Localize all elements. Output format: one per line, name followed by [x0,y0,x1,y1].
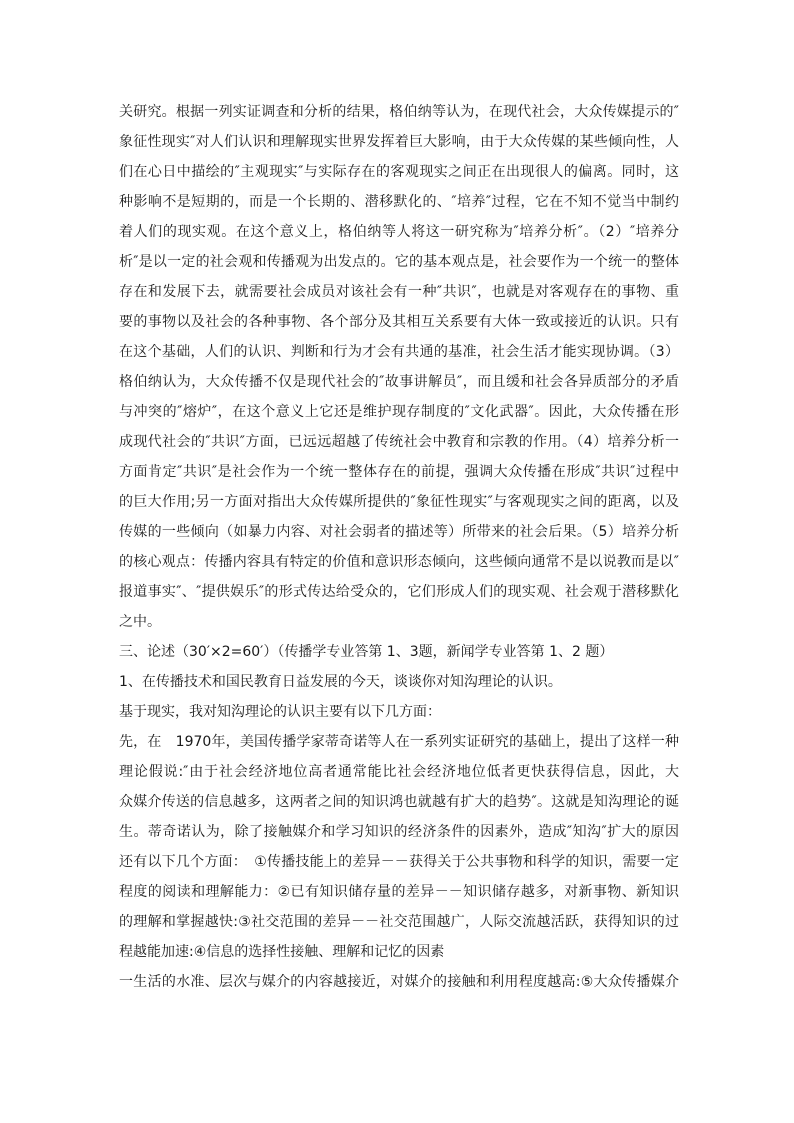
text-line: 的巨大作用;另一方面对指出大众传媒所提供的″象征性现实″与客观现实之间的距离，以及 [119,494,679,510]
text-line: 要的事物以及社会的各种事物、各个部分及其相互关系要有大体一致或接近的认识。只有 [119,314,679,330]
text-line: 的理解和掌握越快:③社交范围的差异－－社交范围越广，人际交流越活跃，获得知识的过 [119,914,679,930]
text-line: 象征性现实″对人们认识和理解现实世界发挥着巨大影响，由于大众传媒的某些倾向性，人 [119,134,679,150]
text-line: 格伯纳认为，大众传播不仅是现代社会的″故事讲解员″，而且缓和社会各异质部分的矛盾 [119,374,679,390]
document-page [119,97,679,997]
text-line: 关研究。根据一列实证调查和分析的结果，格伯纳等认为，在现代社会，大众传媒提示的″ [119,104,679,120]
text-line: 先，在 1970年，美国传播学家蒂奇诺等人在一系列实证研究的基础上，提出了这样一种 [119,734,679,750]
text-line: 程越能加速:④信息的选择性接触、理解和记忆的因素 [119,944,445,960]
text-line: 的核心观点：传播内容具有特定的价值和意识形态倾向，这些倾向通常不是以说教而是以″ [119,554,679,570]
text-line: 着人们的现实观。在这个意义上，格伯纳等人将这一研究称为″培养分析″。（2）″培养分 [119,224,679,240]
text-line: 基于现实，我对知沟理论的认识主要有以下几方面： [119,704,441,720]
text-line: 们在心日中描绘的″主观现实″与实际存在的客观现实之间正在出现很人的偏离。同时，这 [119,164,679,180]
text-line: 在这个基础，人们的认识、判断和行为才会有共通的基准，社会生活才能实现协调。（3） [119,344,679,360]
text-line: 一生活的水准、层次与媒介的内容越接近，对媒介的接触和利用程度越高:⑤大众传播媒介 [119,974,679,990]
text-line: 析″是以一定的社会观和传播观为出发点的。它的基本观点是，社会要作为一个统一的整体 [119,254,679,270]
text-line: 方面肯定″共识″是社会作为一个统一整体存在的前提，强调大众传播在形成″共识″过程中 [119,464,679,480]
text-line: 理论假说:″由于社会经济地位高者通常能比社会经济地位低者更快获得信息，因此，大 [119,764,679,780]
text-line: 之中。 [119,614,161,630]
text-line: 报道事实″、″提供娱乐″的形式传达给受众的，它们形成人们的现实观、社会观于潜移默化 [119,584,679,600]
text-line: 还有以下几个方面： ①传播技能上的差异－－获得关于公共事物和科学的知识，需要一定 [119,854,679,870]
text-line: 成现代社会的″共识″方面，已远远超越了传统社会中教育和宗教的作用。（4）培养分析一 [119,434,679,450]
text-line: 与冲突的″熔炉″，在这个意义上它还是维护现存制度的″文化武器″。因此，大众传播在形 [119,404,679,420]
text-line: 1、在传播技术和国民教育日益发展的今天，谈谈你对知沟理论的认识。 [119,674,562,690]
text-line: 程度的阅读和理解能力：②已有知识储存量的差异－－知识储存越多，对新事物、新知识 [119,884,679,900]
text-line: 传媒的一些倾向（如暴力内容、对社会弱者的描述等）所带来的社会后果。（5）培养分析 [119,524,679,540]
text-line: 三、论述（30′×2=60′）（传播学专业答第 1、3题，新闻学专业答第 1、2 题） [119,644,614,660]
text-line: 存在和发展下去，就需要社会成员对该社会有一种″共识″，也就是对客观存在的事物、重 [119,284,679,300]
text-line: 众媒介传送的信息越多，这两者之间的知识鸿也就越有扩大的趋势″。这就是知沟理论的诞 [119,794,679,810]
text-line: 种影响不是短期的，而是一个长期的、潜移默化的、″培养″过程，它在不知不觉当中制约 [119,194,679,210]
text-line: 生。蒂奇诺认为，除了接触媒介和学习知识的经济条件的因素外，造成″知沟″扩大的原因 [119,824,679,840]
